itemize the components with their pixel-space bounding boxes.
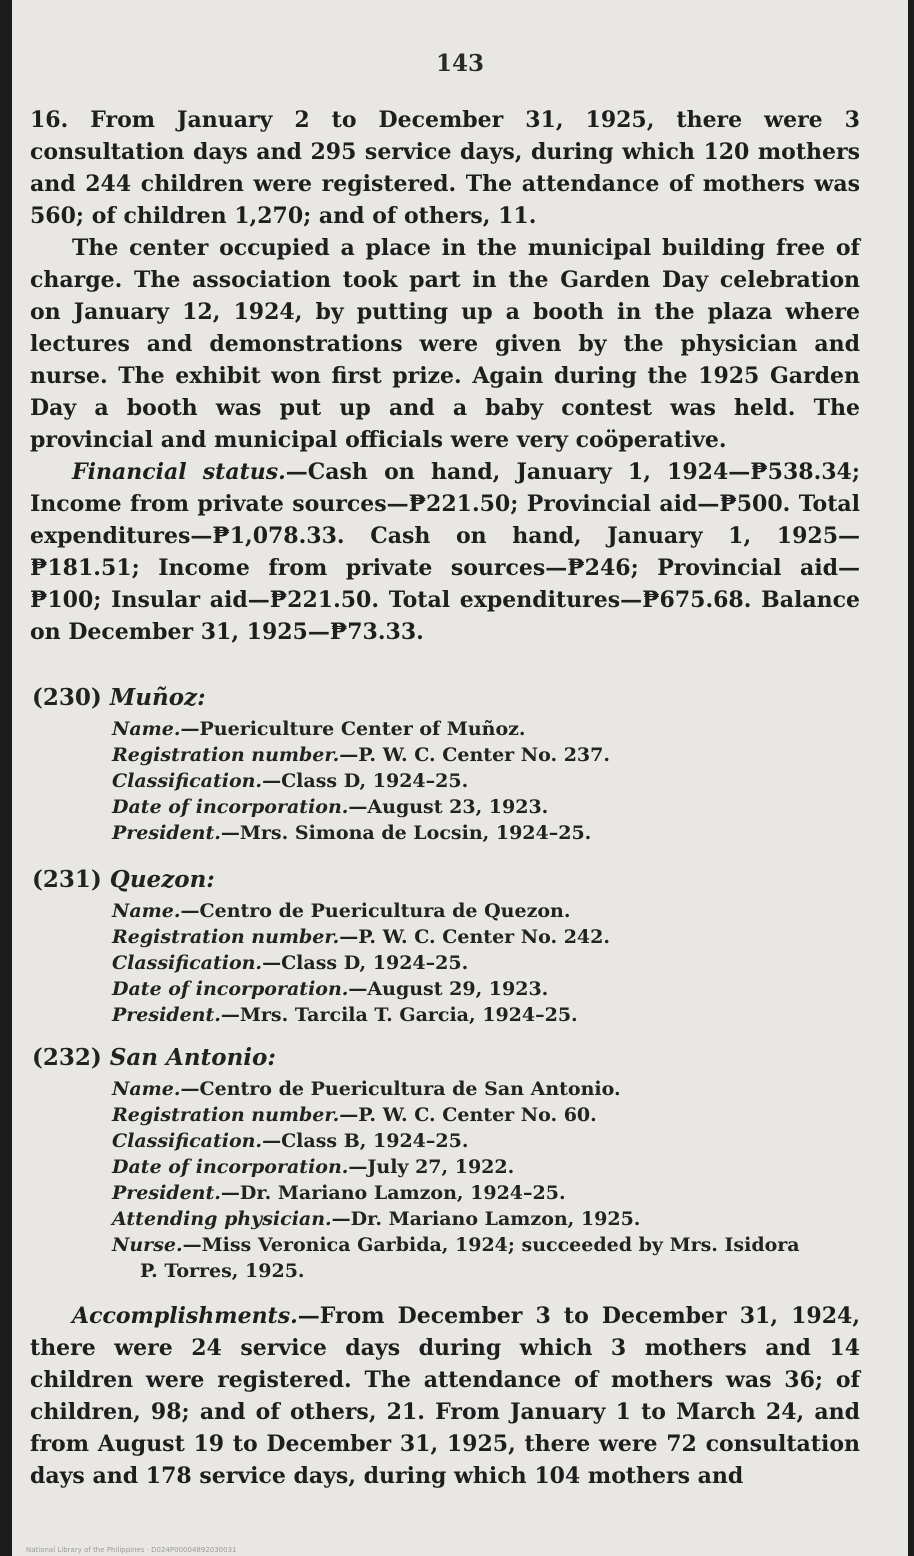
- scan-footer: National Library of the Philippines · D024P00004892030031: [26, 1546, 237, 1554]
- detail-line: Registration number.—P. W. C. Center No. 242.: [112, 926, 610, 948]
- detail-line: Registration number.—P. W. C. Center No. 60.: [112, 1104, 597, 1126]
- entry-details-231: [112, 898, 852, 1028]
- entry-place: Muñoz:: [109, 684, 206, 711]
- detail-line: Nurse.—Miss Veronica Garbida, 1924; succeeded by Mrs. Isidora: [112, 1234, 800, 1256]
- accomplishments-text: —From December 3 to December 31, 1924, there were 24 service days during which 3 mothers and 14 children were registered. The attendance of mothers was 36; of children, 98; and of others, 21. From January 1 to March 24, and from August 19 to December 31, 1925, there were 72 consultation days and 178 service days, during which 104 mothers and: [30, 1303, 860, 1489]
- paragraph-financial-status: [30, 456, 860, 648]
- detail-line: President.—Mrs. Simona de Locsin, 1924–25.: [112, 822, 592, 844]
- entry-heading-232: [32, 1044, 276, 1071]
- detail-line: Date of incorporation.—August 29, 1923.: [112, 978, 549, 1000]
- detail-line: Classification.—Class B, 1924–25.: [112, 1130, 469, 1152]
- detail-line: President.—Dr. Mariano Lamzon, 1924–25.: [112, 1182, 566, 1204]
- document-page: [12, 0, 908, 1556]
- detail-line-continued: P. Torres, 1925.: [140, 1260, 305, 1282]
- detail-line: Name.—Centro de Puericultura de San Antonio.: [112, 1078, 621, 1100]
- accomplishments-block: [30, 1300, 860, 1492]
- accomplishments-label: Accomplishments.: [72, 1303, 298, 1329]
- entry-number: (230): [32, 684, 102, 711]
- entry-place: Quezon:: [109, 866, 215, 893]
- entry-details-230: [112, 716, 852, 846]
- financial-status-text: —Cash on hand, January 1, 1924—₱538.34; Income from private sources—₱221.50; Provincial aid—₱500. Total expenditures—₱1,078.33. Cash on hand, January 1, 1925—₱181.51; Income from private sources—₱246; Provincial aid—₱100; Insular aid—₱221.50. Total expenditures—₱675.68. Balance on December 31, 1925—₱73.33.: [30, 459, 860, 645]
- detail-line: Registration number.—P. W. C. Center No. 237.: [112, 744, 610, 766]
- entry-details-232: [112, 1076, 852, 1284]
- detail-line: Date of incorporation.—July 27, 1922.: [112, 1156, 515, 1178]
- entry-heading-231: [32, 866, 215, 893]
- detail-line: Attending physician.—Dr. Mariano Lamzon, 1925.: [112, 1208, 641, 1230]
- top-text-block: [30, 104, 860, 648]
- entry-number: (231): [32, 866, 102, 893]
- detail-line: Classification.—Class D, 1924–25.: [112, 952, 469, 974]
- detail-line: Name.—Centro de Puericultura de Quezon.: [112, 900, 571, 922]
- detail-line: Name.—Puericulture Center of Muñoz.: [112, 718, 526, 740]
- detail-line: Classification.—Class D, 1924–25.: [112, 770, 469, 792]
- entry-place: San Antonio:: [109, 1044, 276, 1071]
- entry-heading-230: [32, 684, 206, 711]
- financial-status-label: Financial status.: [72, 459, 286, 485]
- detail-line: President.—Mrs. Tarcila T. Garcia, 1924–25.: [112, 1004, 578, 1026]
- page-number: 143: [435, 50, 484, 77]
- entry-number: (232): [32, 1044, 102, 1071]
- paragraph-attendance: 16. From January 2 to December 31, 1925, there were 3 consultation days and 295 service days, during which 120 mothers and 244 children were registered. The attendance of mothers was 560; of children 1,270; and of others, 11.: [30, 107, 860, 229]
- paragraph-accomplishments: [30, 1300, 860, 1492]
- paragraph-garden-day: The center occupied a place in the municipal building free of charge. The association took part in the Garden Day celebration on January 12, 1924, by putting up a booth in the plaza where lectures and demonstrations were given by the physician and nurse. The exhibit won first prize. Again during the 1925 Garden Day a booth was put up and a baby contest was held. The provincial and municipal officials were very coöperative.: [30, 235, 860, 453]
- detail-line: Date of incorporation.—August 23, 1923.: [112, 796, 549, 818]
